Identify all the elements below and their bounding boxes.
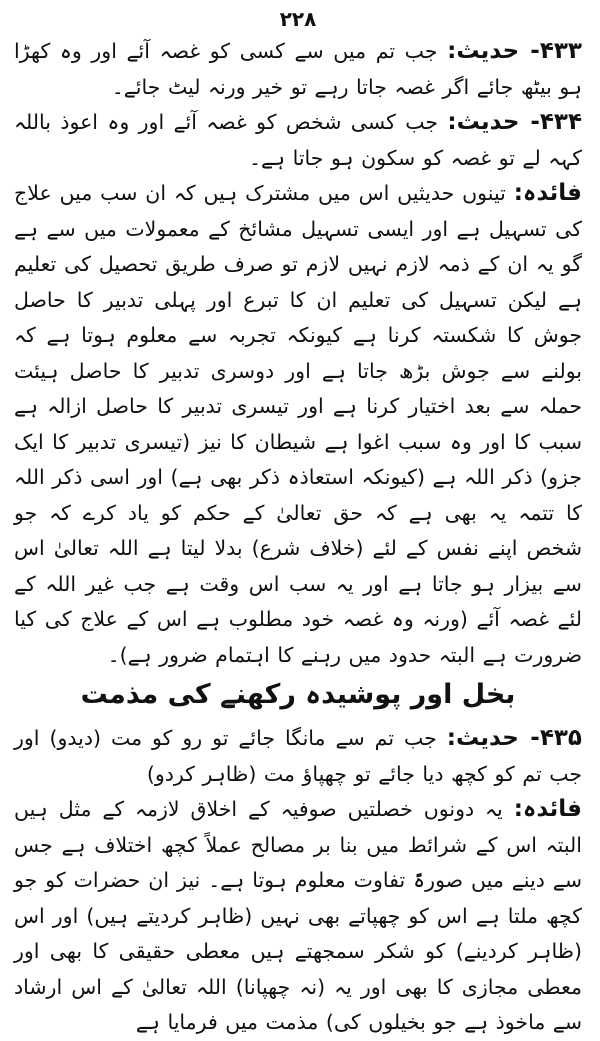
faida-2-text: یہ دونوں خصلتیں صوفیہ کے اخلاق لازمہ کے مثل ہیں البتہ اس کے شرائط میں بنا بر مصالح عملاً کچھ اختلاف ہے جس سے دینے میں صورۃً تفاوت معلوم ہوتا ہے۔ نیز ان حضرات کو جو کچھ ملتا ہے اس کو چھپاتے بھی نہیں (ظاہر کردیتے ہیں) اور اس (ظاہر کردینے) کو شکر سمجھتے ہیں معطی حقیقی کا بھی اور معطی مجازی کا بھی اور یہ (نہ چھپانا) اللہ تعالیٰ کے اس ارشاد سے ماخوذ ہے جو بخیلوں کی) مذمت میں فرمایا ہے [14,797,582,1034]
body-text [14,34,582,673]
section-heading: بخل اور پوشیدہ رکھنے کی مذمت [80,679,516,710]
hadith-435-text: جب تم سے مانگا جائے تو رو کو مت (دیدو) اور جب تم کو کچھ دیا جائے تو چھپاؤ مت (ظاہر کردو) [14,726,582,786]
hadith-433-text: جب تم میں سے کسی کو غصہ آئے اور وہ کھڑا ہو بیٹھ جائے اگر غصہ جاتا رہے تو خیر ورنہ لیٹ جائے۔ [14,39,582,99]
faida-1-paragraph [14,176,582,673]
hadith-435-paragraph [14,721,582,792]
hadith-433-paragraph [14,34,582,105]
hadith-434-text: جب کسی شخص کو غصہ آئے اور وہ اعوذ باللہ کہہ لے تو غصہ کو سکون ہو جاتا ہے۔ [14,110,582,170]
body-text-2 [14,721,582,1041]
page-number: ۲۲۸ [279,7,317,31]
faida-1-marker: فائدہ: [513,180,582,206]
hadith-434-marker: ۴۳۴- حدیث: [447,109,582,135]
faida-2-marker: فائدہ: [513,796,582,822]
hadith-435-marker: ۴۳۵- حدیث: [446,725,582,751]
hadith-433-marker: ۴۳۳- حدیث: [447,38,582,64]
faida-1-text: تینوں حدیثیں اس میں مشترک ہیں کہ ان سب میں علاج کی تسہیل ہے اور ایسی تسہیل مشائخ کے معمولات میں سے ہے گو یہ ان کے ذمہ لازم نہیں لازم تو صرف طریق تحصیل کی تعلیم ہے لیکن تسہیل کی تعلیم ان کا تبرع اور پہلی تدبیر کا حاصل جوش کا شکستہ کرنا ہے کیونکہ تجربہ سے معلوم ہوتا ہے کہ بولنے سے جوش بڑھ جاتا ہے اور دوسری تدبیر کا حاصل ہیئت حملہ سے بعد اختیار کرنا ہے اور تیسری تدبیر کا حاصل ازالہ ہے سبب کا اور وہ سبب اغوا ہے شیطان کا نیز (تیسری تدبیر کا ایک جزو) ذکر اللہ ہے (کیونکہ استعاذہ ذکر بھی ہے) اور اسی ذکر اللہ کا تتمہ یہ بھی ہے کہ حق تعالیٰ کے حکم کو یاد کرے کہ جو شخص اپنے نفس کے لئے (خلاف شرع) بدلا لیتا ہے اللہ تعالیٰ اس سے بیزار ہو جاتا ہے اور یہ سب اس وقت ہے جب غیر اللہ کے لئے غصہ آئے (ورنہ وہ غصہ خود مطلوب ہے اس کے علاج کی کیا ضرورت ہے البتہ حدود میں رہنے کا اہتمام ضرور ہے)۔ [14,181,582,667]
faida-2-paragraph [14,792,582,1041]
hadith-434-paragraph [14,105,582,176]
